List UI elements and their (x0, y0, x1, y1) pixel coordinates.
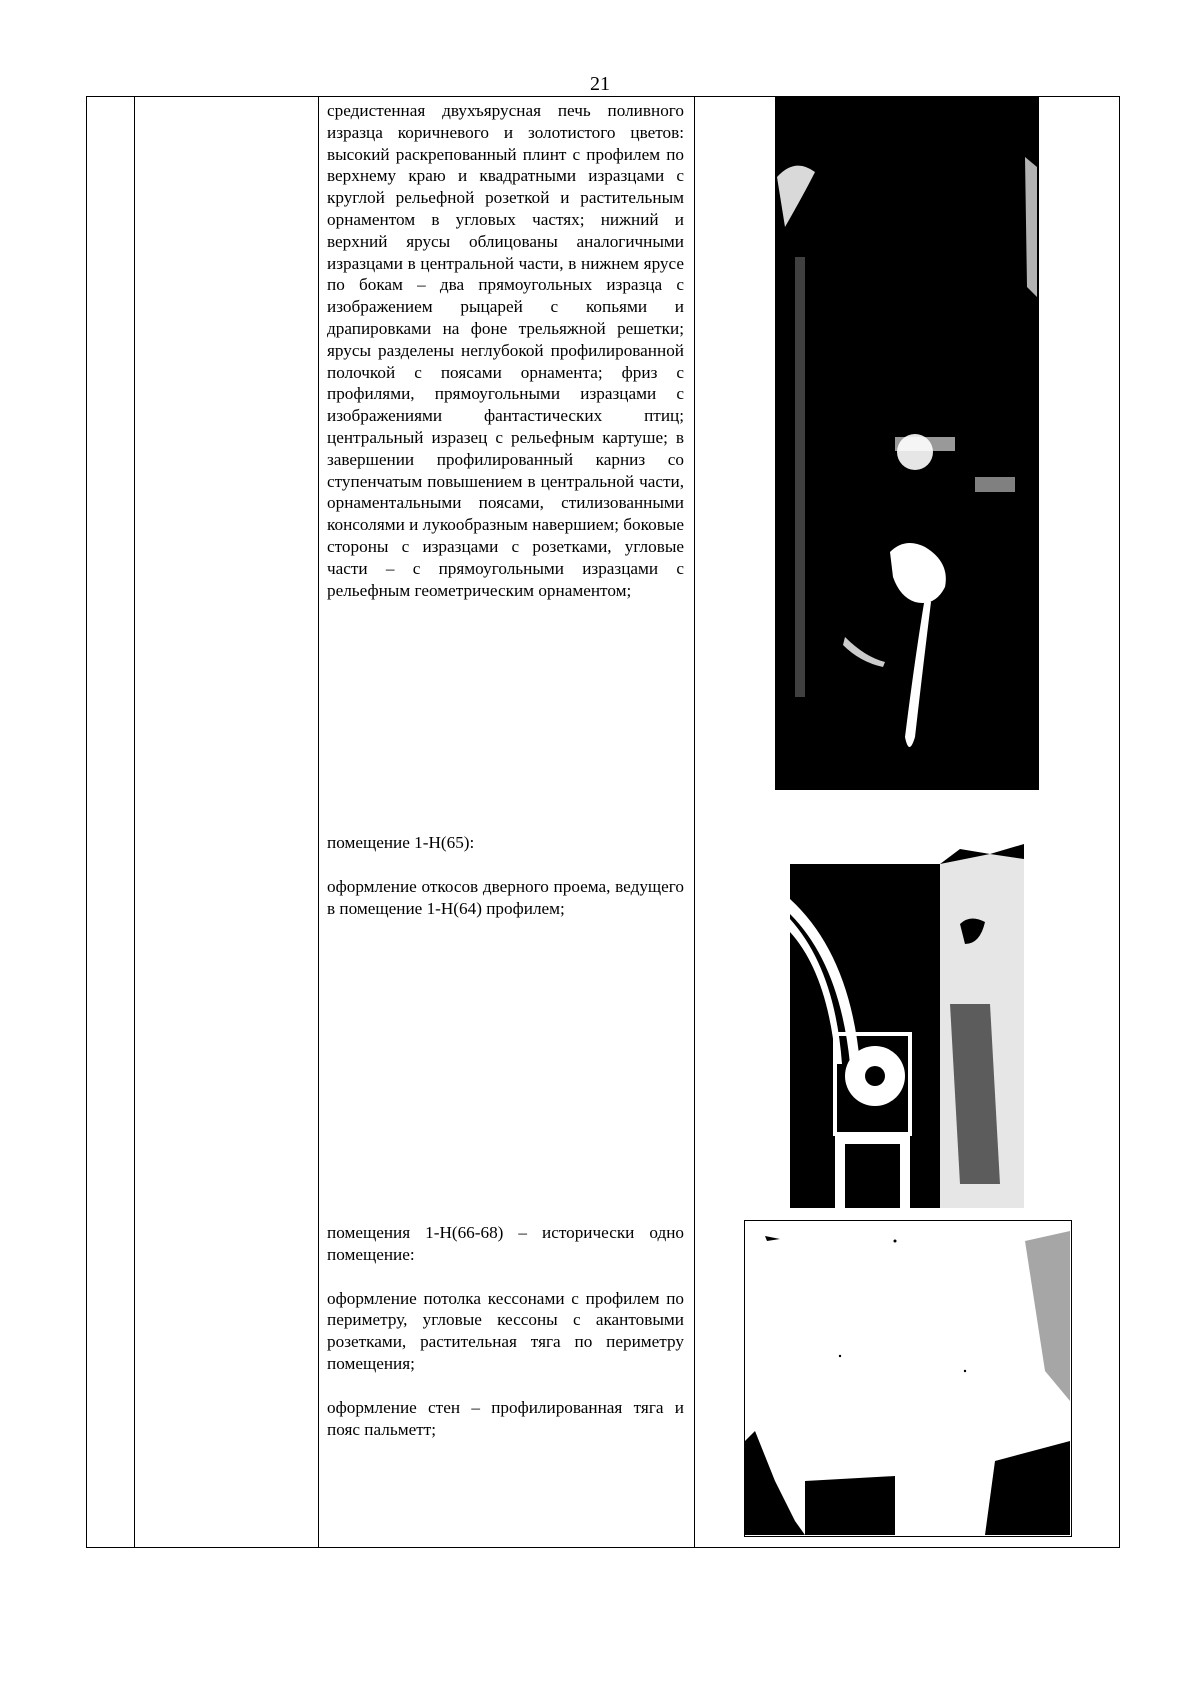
door-photo (790, 804, 1024, 1208)
stove-description: средистенная двухъярусная печь поливного изразца коричневого и золотистого цветов: высокий раскрепованный плинт с профилем по верхнему краю и квадратными изразцами с круглой рельефной розеткой и растительным орнаментом в угловых частях; нижний и верхний ярусы облицованы аналогичными изразцами в центральной части, в нижнем ярусе по бокам – два прямоугольных изразца с изображением рыцарей с копьями и драпировками на фоне трельяжной решетки; ярусы разделены неглубокой профилированной полочкой с поясами орнамента; фриз с профилями, прямоугольными изразцами с изображениями фантастических птиц; центральный изразец с рельефным картуше; в завершении профилированный карниз со ступенчатым повышением в центральной части, орнаментальными поясами, стилизованными консолями и лукообразным навершием; боковые стороны с изразцами с розетками, угловые части – с прямоугольными изразцами с рельефным геометрическим орнаментом; (327, 101, 684, 600)
column-divider-2 (318, 97, 319, 1547)
walls-description: оформление стен – профилированная тяга и пояс пальметт; (327, 1397, 684, 1439)
text-block-room-66-68 (327, 1222, 684, 1440)
column-divider-1 (134, 97, 135, 1547)
ceiling-photo (744, 1220, 1072, 1537)
text-block-room-65 (327, 832, 684, 919)
room-65-heading: помещение 1-Н(65): (327, 833, 475, 852)
page-number: 21 (590, 73, 610, 95)
room-65-description: оформление откосов дверного проема, ведущего в помещение 1-Н(64) профилем; (327, 876, 684, 918)
text-block-stove (327, 100, 684, 601)
room-66-68-heading: помещения 1-Н(66-68) – исторически одно помещение: (327, 1223, 684, 1264)
stove-photo (775, 97, 1039, 790)
column-divider-3 (694, 97, 695, 1547)
ceiling-description: оформление потолка кессонами с профилем по периметру, угловые кессоны с акантовыми розетками, растительная тяга по периметру помещения; (327, 1288, 684, 1373)
